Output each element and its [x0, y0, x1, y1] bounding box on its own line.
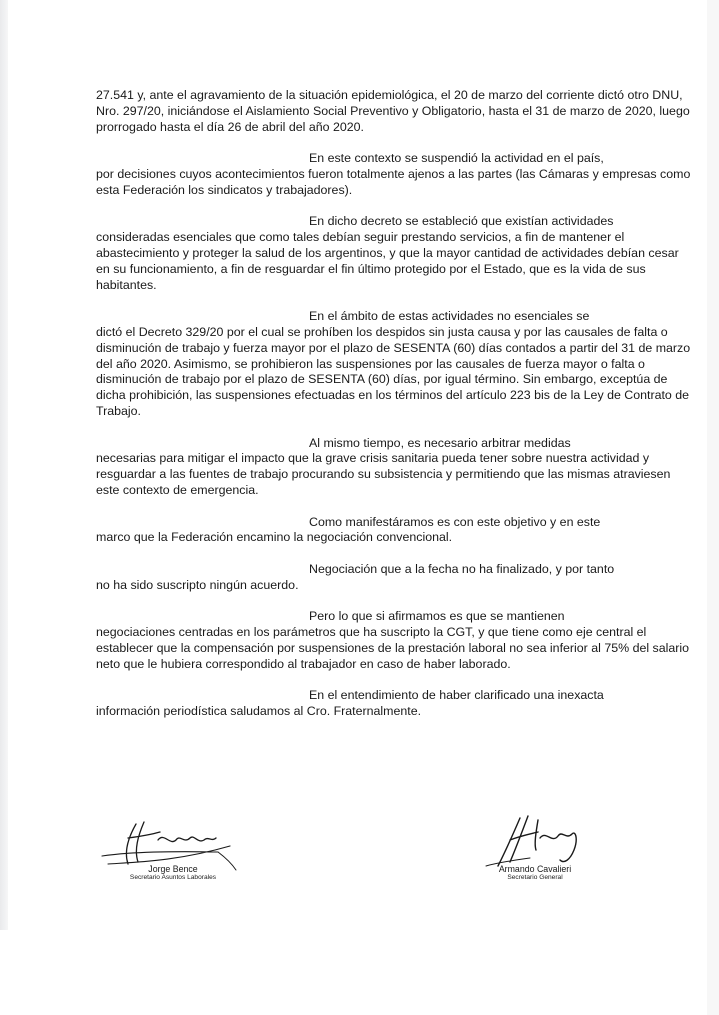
- signature-right-role: Secretario General: [507, 874, 563, 881]
- signature-left-block: [118, 864, 228, 882]
- paragraph-4: [96, 309, 694, 420]
- paragraph-2-indent-line: En este contexto se suspendió la actividad en el país,: [309, 151, 604, 166]
- paragraph-8-text: negociaciones centradas en los parámetros que ha suscripto la CGT, y que tiene como eje central el establecer que la compensación por suspensiones de la prestación laboral no sea inferior al 75% del salario neto que le hubiera correspondido al trabajador en caso de haber laborado.: [96, 625, 690, 671]
- paragraph-5-indent-line: Al mismo tiempo, es necesario arbitrar medidas: [309, 435, 571, 450]
- paragraph-3-text: consideradas esenciales que como tales debían seguir prestando servicios, a fin de mantener el abastecimiento y proteger la salud de los argentinos, y que la mayor cantidad de actividades debían cesar en su funcionamiento, a fin de resguardar el fin último protegido por el Estado, que es la vida de sus habitantes.: [96, 230, 679, 292]
- paragraph-2-text: por decisiones cuyos acontecimientos fueron totalmente ajenos a las partes (las Cámaras y empresas como esta Federación los sindicatos y trabajadores).: [96, 166, 691, 197]
- paragraph-6-indent-line: Como manifestáramos es con este objetivo y en este: [309, 514, 601, 529]
- paragraph-7: [96, 562, 694, 594]
- paragraph-8: [96, 609, 694, 672]
- page-right-edge: [707, 0, 719, 1015]
- paragraph-3-indent-line: En dicho decreto se estableció que existían actividades: [309, 214, 614, 229]
- paragraph-1-text: 27.541 y, ante el agravamiento de la situación epidemiológica, el 20 de marzo del corriente dictó otro DNU, Nro. 297/20, iniciándose el Aislamiento Social Preventivo y Obligatorio, hasta el 31 de marzo de 2020, luego prorrogado hasta el día 26 de abril del año 2020.: [96, 88, 690, 134]
- signature-left: [98, 818, 248, 888]
- paragraph-9: [96, 688, 694, 720]
- page-left-edge: [0, 0, 8, 930]
- paragraph-7-text: no ha sido suscripto ningún acuerdo.: [96, 577, 299, 592]
- paragraph-6: [96, 515, 694, 547]
- paragraph-4-indent-line: En el ámbito de estas actividades no esenciales se: [309, 309, 590, 324]
- paragraph-3: [96, 214, 694, 293]
- letter-body: [96, 88, 694, 736]
- signature-left-name: Jorge Bence: [148, 864, 198, 874]
- paragraph-4-text: dictó el Decreto 329/20 por el cual se prohíben los despidos sin justa causa y por las causales de falta o disminución de trabajo y fuerza mayor por el plazo de SESENTA (60) días contados a partir del 31 de marzo del año 2020. Asimismo, se prohibieron las suspensiones por las causales de fuerza mayor o falta o disminución de trabajo por el plazo de SESENTA (60) días, por igual término. Sin embargo, exceptúa de dicha prohibición, las suspensiones efectuadas en los términos del artículo 223 bis de la Ley de Contrato de Trabajo.: [96, 324, 691, 418]
- signature-left-role: Secretario Asuntos Laborales: [129, 874, 217, 881]
- signature-right: [480, 810, 610, 890]
- paragraph-9-indent-line: En el entendimiento de haber clarificado una inexacta: [309, 688, 604, 703]
- paragraph-5: [96, 436, 694, 499]
- paragraph-9-text: información periodística saludamos al Cro. Fraternalmente.: [96, 704, 422, 719]
- signature-right-name: Armando Cavalieri: [498, 864, 572, 874]
- paragraph-6-text: marco que la Federación encamino la negociación convencional.: [96, 530, 453, 545]
- paragraph-8-indent-line: Pero lo que si afirmamos es que se mantienen: [309, 609, 565, 624]
- paragraph-2: [96, 151, 694, 198]
- paragraph-7-indent-line: Negociación que a la fecha no ha finalizado, y por tanto: [309, 561, 615, 576]
- signature-right-block: [480, 864, 590, 882]
- paragraph-5-text: necesarias para mitigar el impacto que la grave crisis sanitaria pueda tener sobre nuestra actividad y resguardar a las fuentes de trabajo procurando su subsistencia y permitiendo que las mismas atraviesen este contexto de emergencia.: [96, 451, 671, 497]
- paragraph-1: [96, 88, 694, 135]
